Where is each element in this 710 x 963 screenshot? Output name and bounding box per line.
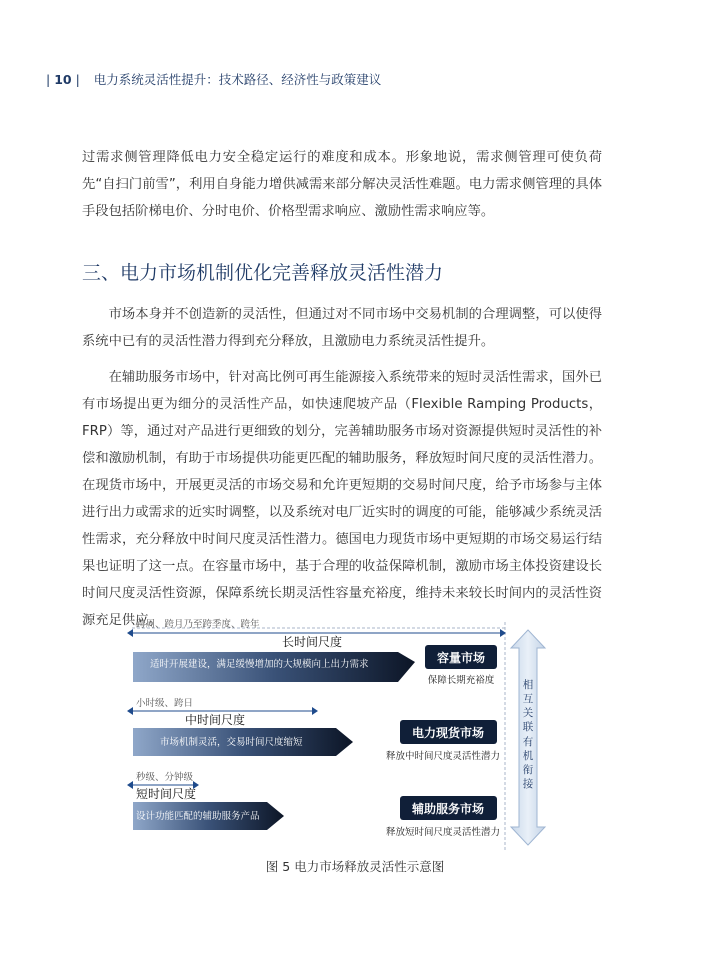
- row1-arrow-right: [500, 629, 506, 637]
- paragraph-market-detail: 在辅助服务市场中，针对高比例可再生能源接入系统带来的短时灵活性需求，国外已有市场提出更为细分的灵活性产品，如快速爬坡产品（Flexible Ramping Products，FRP）等，通过对产品进行更细致的划分，完善辅助服务市场对资源提供短时灵活性的补偿和激励机制，有助于市场提供功能更匹配的辅助服务，释放短时间尺度的灵活性潜力。在现货市场中，开展更灵活的市场交易和允许更短期的交易时间尺度，给予市场参与主体进行出力或需求的近实时调整，以及系统对电厂近实时的调度的可能，能够减少系统灵活性需求，充分释放中时间尺度灵活性潜力。德国电力现货市场中更短期的市场交易运行结果也证明了这一点。在容量市场中，基于合理的收益保障机制，激励市场主体投资建设长时间尺度灵活性资源，保障系统长期灵活性容量充裕度，维持未来较长时间内的灵活性资源充足供应。: [82, 370, 602, 628]
- row2-arrow-right: [312, 707, 318, 715]
- running-title: 电力系统灵活性提升：技术路径、经济性与政策建议: [93, 72, 382, 87]
- section-heading: 三、电力市场机制优化完善释放灵活性潜力: [82, 262, 444, 284]
- paragraph-market-intro: 市场本身并不创造新的灵活性，但通过对不同市场中交易机制的合理调整，可以使得系统中已有的灵活性潜力得到充分释放，且激励电力系统灵活性提升。: [82, 307, 602, 349]
- row3-scale: 短时间尺度: [136, 787, 197, 801]
- row1-market: 容量市场: [436, 651, 486, 665]
- row3-range: 秒级、分钟级: [136, 773, 194, 783]
- row1-arrow-left: [127, 629, 133, 637]
- row2-arrow-left: [127, 707, 133, 715]
- header-separator: |: [75, 72, 80, 87]
- row2-range: 小时级、跨日: [136, 699, 194, 709]
- row3-market: 辅助服务市场: [411, 802, 485, 816]
- header-separator: |: [46, 72, 51, 87]
- row2-effect: 释放中时间尺度灵活性潜力: [385, 751, 501, 762]
- row1-range: 跨周、跨月乃至跨季度、跨年: [136, 620, 260, 630]
- row1-scale: 长时间尺度: [282, 635, 343, 649]
- side-label-connected: 有机衔接: [522, 736, 534, 790]
- row3-bar-text: 设计功能匹配的辅助服务产品: [136, 811, 260, 822]
- page-number: 10: [54, 72, 72, 87]
- side-label-related: 相互关联: [522, 679, 534, 733]
- row2-bar-text: 市场机制灵活，交易时间尺度缩短: [160, 737, 303, 748]
- row3-arrow-left: [127, 781, 133, 789]
- row2-market: 电力现货市场: [411, 726, 485, 740]
- row1-effect: 保障长期充裕度: [427, 675, 495, 686]
- row1-bar-text: 适时开展建设，满足缓慢增加的大规模向上出力需求: [150, 659, 369, 670]
- paragraph-demand-side: 过需求侧管理降低电力安全稳定运行的难度和成本。形象地说，需求侧管理可使负荷先“自扫门前雪”，利用自身能力增供减需来部分解决灵活性难题。电力需求侧管理的具体手段包括阶梯电价、分时电价、价格型需求响应、激励性需求响应等。: [82, 150, 602, 219]
- figure-caption: 图 5 电力市场释放灵活性示意图: [265, 859, 445, 874]
- row2-scale: 中时间尺度: [185, 713, 246, 727]
- row3-effect: 释放短时间尺度灵活性潜力: [385, 827, 501, 838]
